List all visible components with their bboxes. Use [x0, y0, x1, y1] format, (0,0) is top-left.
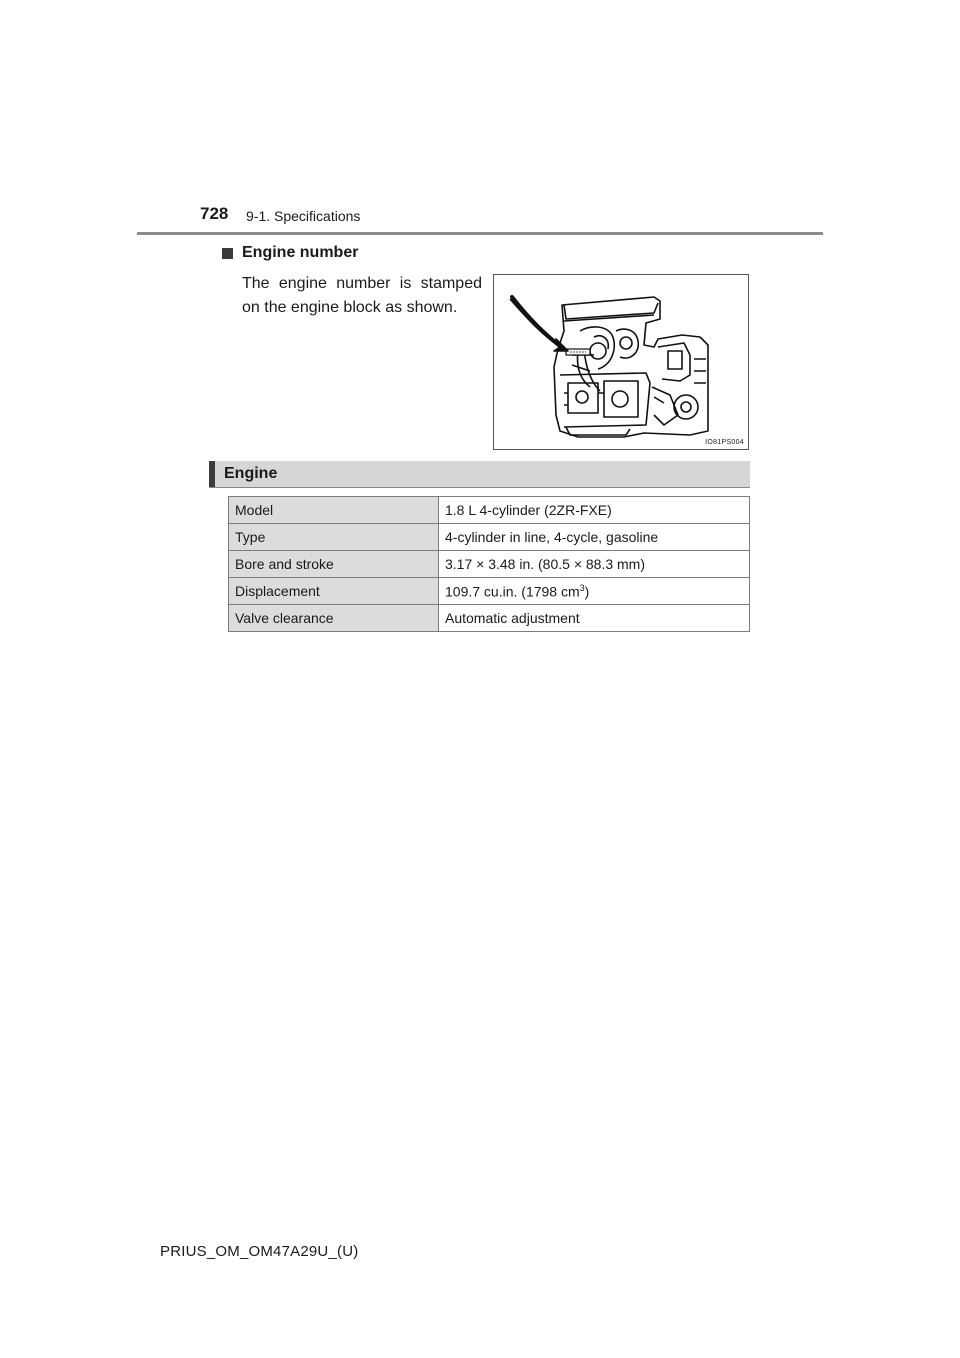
displacement-superscript: 3: [579, 582, 585, 593]
footer-document-id: PRIUS_OM_OM47A29U_(U): [160, 1243, 359, 1260]
spec-value: 4-cylinder in line, 4-cycle, gasoline: [439, 524, 750, 551]
engine-number-heading: [222, 244, 358, 262]
spec-label: Bore and stroke: [229, 551, 439, 578]
engine-number-description: The engine number is stamped on the engine block as shown.: [242, 275, 482, 316]
section-bar-underline: [209, 487, 750, 488]
engine-section-header: [209, 461, 750, 487]
table-row: [229, 605, 750, 632]
section-label: 9-1. Specifications: [246, 208, 361, 224]
displacement-value: 109.7 cu.in. (1798 cm: [445, 583, 580, 600]
header-rule: [137, 232, 823, 235]
square-bullet-icon: [222, 248, 233, 259]
engine-drawing: [494, 275, 749, 450]
spec-label: Type: [229, 524, 439, 551]
engine-number-heading-text: Engine number: [242, 244, 359, 261]
figure-code: IO81PS004: [705, 439, 744, 446]
engine-illustration: [493, 274, 749, 450]
table-row: [229, 524, 750, 551]
spec-value: 3.17 × 3.48 in. (80.5 × 88.3 mm): [439, 551, 750, 578]
table-row: [229, 551, 750, 578]
spec-label: Model: [229, 497, 439, 524]
engine-spec-table: [228, 496, 750, 632]
table-row: [229, 578, 750, 605]
table-row: [229, 497, 750, 524]
spec-value: [439, 578, 750, 605]
page-number: 728: [200, 204, 229, 223]
spec-value: Automatic adjustment: [439, 605, 750, 632]
section-bar-accent: [209, 461, 215, 487]
displacement-close: ): [584, 583, 590, 600]
engine-section-title: Engine: [224, 465, 278, 482]
spec-label: Valve clearance: [229, 605, 439, 632]
spec-value: 1.8 L 4-cylinder (2ZR-FXE): [439, 497, 750, 524]
spec-label: Displacement: [229, 578, 439, 605]
